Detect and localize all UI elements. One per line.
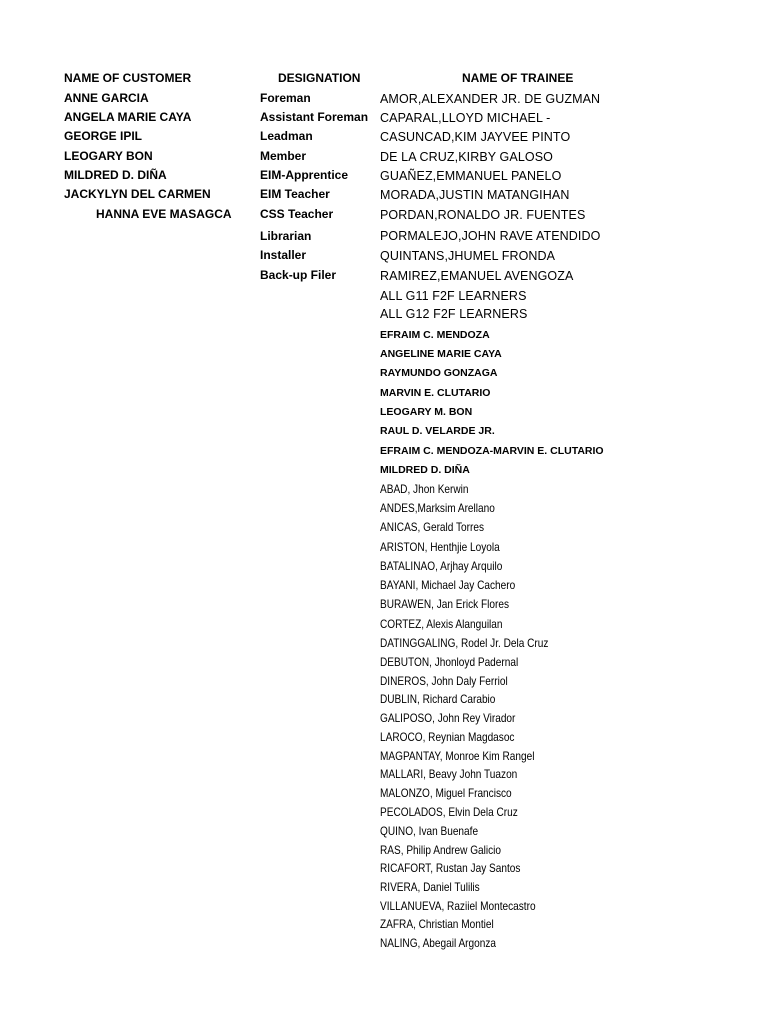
trainee-name: AMOR,ALEXANDER JR. DE GUZMAN [380, 92, 601, 106]
trainee-name: ABAD, Jhon Kerwin [380, 482, 469, 496]
trainee-name: MAGPANTAY, Monroe Kim Rangel [380, 749, 535, 763]
trainee-name: ALL G12 F2F LEARNERS [380, 307, 528, 321]
trainee-name: GALIPOSO, John Rey Virador [380, 711, 516, 725]
designation: Foreman [260, 91, 311, 105]
designation-column-header: DESIGNATION [278, 71, 361, 85]
trainee-name: QUINO, Ivan Buenafe [380, 824, 479, 838]
trainee-name: RAS, Philip Andrew Galicio [380, 843, 502, 857]
trainee-name: RAUL D. VELARDE JR. [380, 425, 495, 437]
trainee-name: LAROCO, Reynian Magdasoc [380, 730, 515, 744]
trainee-column [380, 0, 768, 1024]
trainee-name: ANDES,Marksim Arellano [380, 501, 495, 515]
trainee-name: ARISTON, Henthjie Loyola [380, 540, 500, 554]
trainee-name: RICAFORT, Rustan Jay Santos [380, 861, 521, 875]
trainee-name: LEOGARY M. BON [380, 406, 473, 418]
customer-name: ANNE GARCIA [64, 91, 149, 105]
trainee-name: MALONZO, Miguel Francisco [380, 786, 512, 800]
trainee-name: QUINTANS,JHUMEL FRONDA [380, 249, 556, 263]
trainee-name: DE LA CRUZ,KIRBY GALOSO [380, 150, 553, 164]
designation: CSS Teacher [260, 207, 334, 221]
designation: Member [260, 149, 307, 163]
customer-name: HANNA EVE MASAGCA [96, 207, 232, 221]
trainee-name: CORTEZ, Alexis Alanguilan [380, 617, 503, 631]
trainee-name: RIVERA, Daniel Tulilis [380, 880, 480, 894]
customer-name: LEOGARY BON [64, 149, 153, 163]
trainee-name: MORADA,JUSTIN MATANGIHAN [380, 188, 570, 202]
trainee-name: ZAFRA, Christian Montiel [380, 917, 494, 931]
designation: EIM Teacher [260, 187, 330, 201]
trainee-name: VILLANUEVA, Raziiel Montecastro [380, 899, 536, 913]
customer-name: ANGELA MARIE CAYA [64, 110, 192, 124]
designation: Leadman [260, 129, 313, 143]
trainee-name: RAMIREZ,EMANUEL AVENGOZA [380, 269, 574, 283]
trainee-name: NALING, Abegail Argonza [380, 936, 496, 950]
designation-column [260, 0, 380, 1024]
trainee-name: PECOLADOS, Elvin Dela Cruz [380, 805, 518, 819]
trainee-name: DINEROS, John Daly Ferriol [380, 674, 508, 688]
trainee-name: EFRAIM C. MENDOZA-MARVIN E. CLUTARIO [380, 445, 604, 457]
designation: EIM-Apprentice [260, 168, 349, 182]
trainee-name: ANGELINE MARIE CAYA [380, 348, 502, 360]
trainee-name: PORDAN,RONALDO JR. FUENTES [380, 208, 586, 222]
designation: Assistant Foreman [260, 110, 369, 124]
trainee-name: DATINGGALING, Rodel Jr. Dela Cruz [380, 636, 549, 650]
customer-name: JACKYLYN DEL CARMEN [64, 187, 211, 201]
trainee-name: ALL G11 F2F LEARNERS [380, 289, 527, 303]
trainee-name: MILDRED D. DIÑA [380, 464, 470, 476]
trainee-name: GUAÑEZ,EMMANUEL PANELO [380, 169, 562, 183]
trainee-name: CASUNCAD,KIM JAYVEE PINTO [380, 130, 571, 144]
trainee-name: BURAWEN, Jan Erick Flores [380, 597, 510, 611]
trainee-name: MARVIN E. CLUTARIO [380, 387, 491, 399]
customer-column-header: NAME OF CUSTOMER [64, 71, 192, 85]
trainee-name: CAPARAL,LLOYD MICHAEL - [380, 111, 551, 125]
customer-name: MILDRED D. DIÑA [64, 168, 167, 182]
trainee-column-header: NAME OF TRAINEE [462, 71, 574, 85]
trainee-name: ANICAS, Gerald Torres [380, 520, 485, 534]
trainee-name: BATALINAO, Arjhay Arquilo [380, 559, 503, 573]
trainee-name: MALLARI, Beavy John Tuazon [380, 767, 518, 781]
designation: Installer [260, 248, 307, 262]
customer-name: GEORGE IPIL [64, 129, 143, 143]
trainee-name: DUBLIN, Richard Carabio [380, 692, 496, 706]
trainee-name: PORMALEJO,JOHN RAVE ATENDIDO [380, 229, 601, 243]
customer-column [64, 0, 264, 1024]
trainee-name: RAYMUNDO GONZAGA [380, 367, 498, 379]
trainee-name: EFRAIM C. MENDOZA [380, 329, 490, 341]
trainee-name: BAYANI, Michael Jay Cachero [380, 578, 516, 592]
trainee-name: DEBUTON, Jhonloyd Padernal [380, 655, 519, 669]
designation: Back-up Filer [260, 268, 337, 282]
designation: Librarian [260, 229, 312, 243]
